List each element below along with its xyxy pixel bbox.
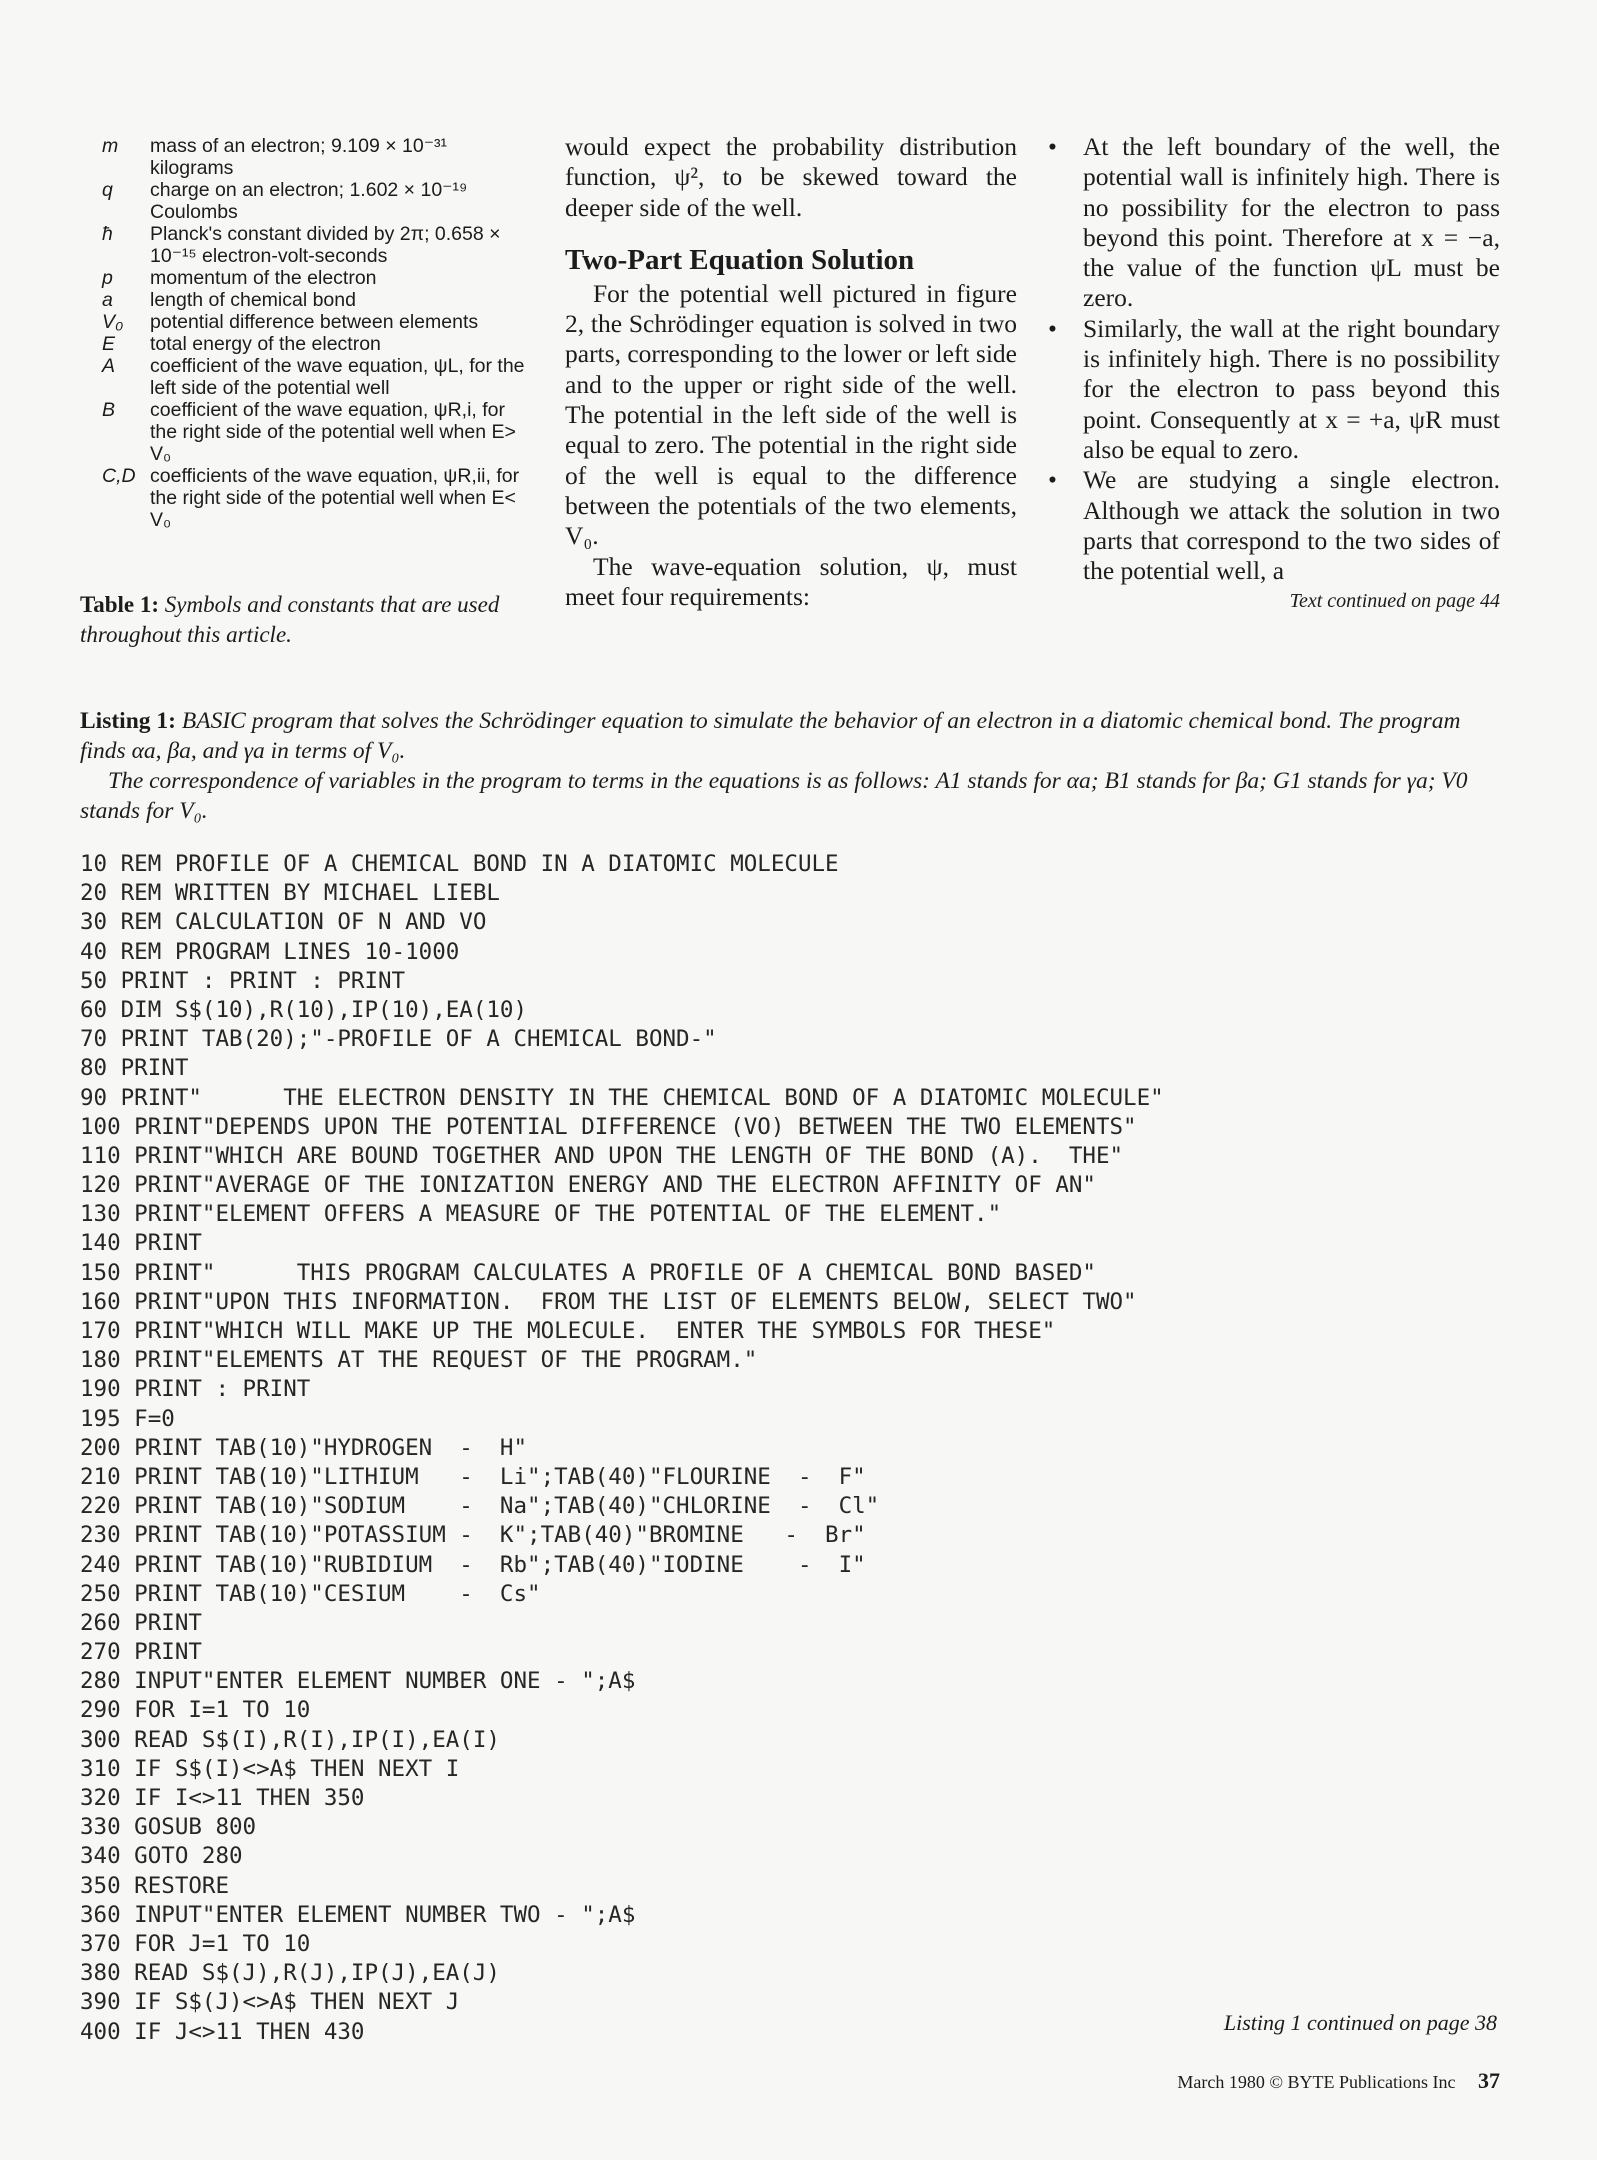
table-row bbox=[102, 311, 532, 333]
code-line: 280 INPUT"ENTER ELEMENT NUMBER ONE - ";A$ bbox=[80, 1668, 636, 1695]
bullet-icon: • bbox=[1048, 132, 1057, 161]
code-line: 340 GOTO 280 bbox=[80, 1843, 243, 1870]
paragraph: would expect the probability distribution function, ψ², to be skewed toward the deeper side of the well. bbox=[565, 132, 1017, 222]
table-row bbox=[102, 399, 532, 465]
code-line: 220 PRINT TAB(10)"SODIUM - Na";TAB(40)"CHLORINE - Cl" bbox=[80, 1493, 880, 1520]
symbol-cell: ħ bbox=[102, 223, 113, 245]
code-line: 190 PRINT : PRINT bbox=[80, 1376, 311, 1403]
code-line: 180 PRINT"ELEMENTS AT THE REQUEST OF THE PROGRAM." bbox=[80, 1347, 758, 1374]
code-line: 80 PRINT bbox=[80, 1055, 189, 1082]
code-line: 90 PRINT" THE ELECTRON DENSITY IN THE CHEMICAL BOND OF A DIATOMIC MOLECULE" bbox=[80, 1084, 1164, 1111]
code-line: 360 INPUT"ENTER ELEMENT NUMBER TWO - ";A$ bbox=[80, 1901, 636, 1928]
code-line: 60 DIM S$(10),R(10),IP(10),EA(10) bbox=[80, 996, 528, 1023]
code-line: 240 PRINT TAB(10)"RUBIDIUM - Rb";TAB(40)"IODINE - I" bbox=[80, 1551, 866, 1578]
code-line: 140 PRINT bbox=[80, 1230, 202, 1257]
code-line: 150 PRINT" THIS PROGRAM CALCULATES A PROFILE OF A CHEMICAL BOND BASED" bbox=[80, 1259, 1096, 1286]
definition-cell: total energy of the electron bbox=[150, 333, 381, 355]
page-footer bbox=[1177, 2068, 1500, 2094]
code-line: 210 PRINT TAB(10)"LITHIUM - Li";TAB(40)"FLOURINE - F" bbox=[80, 1463, 866, 1490]
code-line: 160 PRINT"UPON THIS INFORMATION. FROM THE LIST OF ELEMENTS BELOW, SELECT TWO" bbox=[80, 1288, 1137, 1315]
symbol-cell: C,D bbox=[102, 465, 136, 487]
table-row bbox=[102, 355, 532, 399]
definition-cell: charge on an electron; 1.602 × 10⁻¹⁹ Coulombs bbox=[150, 179, 468, 223]
code-listing bbox=[80, 850, 1510, 2047]
symbol-cell: a bbox=[102, 289, 113, 311]
code-line: 10 REM PROFILE OF A CHEMICAL BOND IN A DIATOMIC MOLECULE bbox=[80, 851, 839, 877]
list-item: • Similarly, the wall at the right boundary is infinitely high. There is no possibility for the electron to pass beyond this point. Consequently at x = +a, ψR must also be equal to zero. bbox=[1048, 313, 1500, 464]
code-line: 380 READ S$(J),R(J),IP(J),EA(J) bbox=[80, 1960, 500, 1987]
list-item: • We are studying a single electron. Although we attack the solution in two parts that correspond to the two sides of the potential well, a bbox=[1048, 465, 1500, 586]
table-row bbox=[102, 179, 532, 223]
table-row bbox=[102, 289, 532, 311]
table-row bbox=[102, 135, 532, 179]
paragraph: The wave-equation solution, ψ, must meet four requirements: bbox=[565, 551, 1017, 611]
listing-continued-note: Listing 1 continued on page 38 bbox=[1223, 2010, 1497, 2035]
table-caption bbox=[80, 590, 535, 650]
code-line: 290 FOR I=1 TO 10 bbox=[80, 1697, 311, 1724]
page-number: 37 bbox=[1478, 2068, 1500, 2093]
code-line: 130 PRINT"ELEMENT OFFERS A MEASURE OF THE POTENTIAL OF THE ELEMENT." bbox=[80, 1201, 1002, 1228]
code-line: 200 PRINT TAB(10)"HYDROGEN - H" bbox=[80, 1434, 528, 1461]
issue-credit: March 1980 © BYTE Publications Inc bbox=[1177, 2072, 1456, 2092]
symbol-cell: E bbox=[102, 333, 116, 355]
bullet-icon: • bbox=[1048, 313, 1057, 343]
code-line: 310 IF S$(I)<>A$ THEN NEXT I bbox=[80, 1755, 460, 1782]
definition-cell: coefficient of the wave equation, ψR,i, for the right side of the potential well when E> V₀ bbox=[150, 399, 516, 465]
paragraph: For the potential well pictured in figure 2, the Schrödinger equation is solved in two parts, corresponding to the lower or left side and to the upper or right side of the well. The potential in the left side of the well is equal to zero. The potential in the right side of the well is equal to the difference between the potentials of the two elements, V₀. bbox=[565, 278, 1017, 551]
symbols-table bbox=[102, 135, 532, 531]
symbol-cell: V₀ bbox=[102, 311, 124, 333]
code-line: 120 PRINT"AVERAGE OF THE IONIZATION ENERGY AND THE ELECTRON AFFINITY OF AN" bbox=[80, 1172, 1096, 1199]
right-column bbox=[1048, 132, 1500, 614]
code-line: 330 GOSUB 800 bbox=[80, 1814, 257, 1841]
code-line: 400 IF J<>11 THEN 430 bbox=[80, 2018, 365, 2045]
code-line: 170 PRINT"WHICH WILL MAKE UP THE MOLECULE. ENTER THE SYMBOLS FOR THESE" bbox=[80, 1318, 1056, 1344]
definition-cell: coefficient of the wave equation, ψL, for the left side of the potential well bbox=[150, 355, 525, 399]
symbol-cell: B bbox=[102, 399, 116, 421]
definition-cell: potential difference between elements bbox=[150, 311, 479, 333]
code-line: 250 PRINT TAB(10)"CESIUM - Cs" bbox=[80, 1580, 541, 1607]
code-line: 390 IF S$(J)<>A$ THEN NEXT J bbox=[80, 1989, 460, 2016]
code-line: 320 IF I<>11 THEN 350 bbox=[80, 1785, 365, 1811]
requirements-list bbox=[1048, 132, 1500, 586]
code-line: 20 REM WRITTEN BY MICHAEL LIEBL bbox=[80, 880, 500, 907]
symbol-cell: A bbox=[102, 355, 116, 377]
table-row bbox=[102, 465, 532, 531]
code-line: 40 REM PROGRAM LINES 10-1000 bbox=[80, 938, 460, 965]
code-line: 230 PRINT TAB(10)"POTASSIUM - K";TAB(40)"BROMINE - Br" bbox=[80, 1522, 866, 1549]
code-line: 260 PRINT bbox=[80, 1609, 202, 1636]
symbol-cell: m bbox=[102, 135, 119, 157]
code-line: 300 READ S$(I),R(I),IP(I),EA(I) bbox=[80, 1726, 500, 1753]
table-row bbox=[102, 223, 532, 267]
code-line: 100 PRINT"DEPENDS UPON THE POTENTIAL DIFFERENCE (VO) BETWEEN THE TWO ELEMENTS" bbox=[80, 1113, 1137, 1140]
definition-cell: mass of an electron; 9.109 × 10⁻³¹ kilograms bbox=[150, 135, 447, 179]
listing-caption-line1: BASIC program that solves the Schrödinger equation to simulate the behavior of an electron in a diatomic chemical bond. The program finds αa, βa, and γa in terms of V₀. bbox=[80, 708, 1461, 764]
bullet-icon: • bbox=[1048, 465, 1057, 495]
code-line: 50 PRINT : PRINT : PRINT bbox=[80, 967, 406, 994]
definition-cell: momentum of the electron bbox=[150, 267, 377, 289]
code-line: 70 PRINT TAB(20);"-PROFILE OF A CHEMICAL BOND-" bbox=[80, 1026, 717, 1053]
code-line: 270 PRINT bbox=[80, 1639, 202, 1666]
definition-cell: Planck's constant divided by 2π; 0.658 × 10⁻¹⁵ electron-volt-seconds bbox=[150, 223, 501, 267]
code-line: 30 REM CALCULATION OF N AND VO bbox=[80, 909, 487, 936]
code-line: 350 RESTORE bbox=[80, 1872, 230, 1899]
definition-cell: coefficients of the wave equation, ψR,ii, for the right side of the potential well when E< V₀ bbox=[150, 465, 520, 531]
listing-caption-label: Listing 1: bbox=[80, 708, 176, 734]
section-heading: Two-Part Equation Solution bbox=[565, 243, 915, 276]
middle-column bbox=[565, 132, 1017, 612]
list-item: • At the left boundary of the well, the potential wall is infinitely high. There is no possibility for the electron to pass beyond this point. Therefore at x = −a, the value of the function ψL must be zero. bbox=[1048, 132, 1500, 313]
table-row bbox=[102, 333, 532, 355]
code-line: 370 FOR J=1 TO 10 bbox=[80, 1930, 311, 1957]
table-row bbox=[102, 267, 532, 289]
text-continued-note: Text continued on page 44 bbox=[1289, 590, 1500, 613]
listing-caption bbox=[80, 706, 1498, 826]
code-line: 110 PRINT"WHICH ARE BOUND TOGETHER AND UPON THE LENGTH OF THE BOND (A). THE" bbox=[80, 1142, 1124, 1169]
table-caption-text: Symbols and constants that are used throughout this article. bbox=[80, 592, 500, 647]
definition-cell: length of chemical bond bbox=[150, 289, 356, 311]
table-caption-label: Table 1: bbox=[80, 592, 160, 617]
listing-caption-line2: The correspondence of variables in the program to terms in the equations is as follows: A1 stands for αa; B1 stands for βa; G1 stands for γa; V0 stands for V₀. bbox=[80, 768, 1468, 824]
code-line: 195 F=0 bbox=[80, 1405, 175, 1432]
symbol-cell: p bbox=[102, 267, 113, 289]
symbol-cell: q bbox=[102, 179, 113, 201]
